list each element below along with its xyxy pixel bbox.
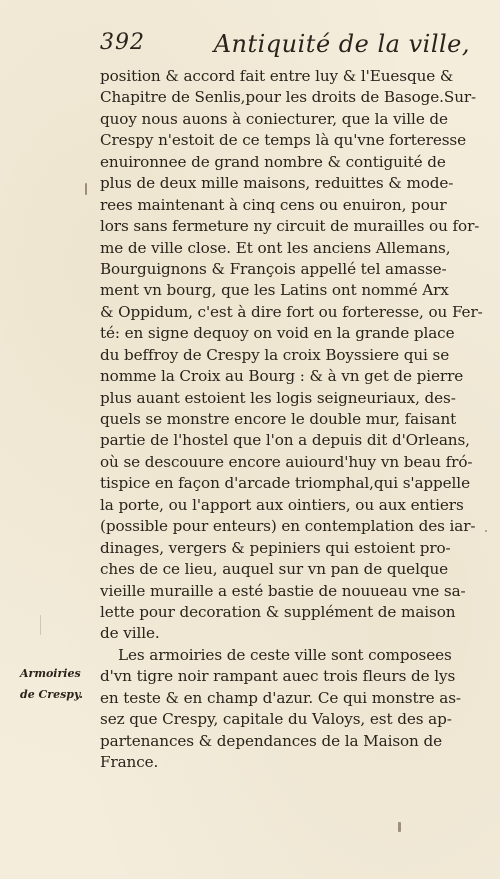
paper-speck [85,183,87,195]
text-line: sez que Crespy, capitale du Valoys, est des ap- [100,710,452,729]
body-text [100,66,488,773]
text-line: ment vn bourg, que les Latins ont nommé Arx [100,281,449,300]
text-line: Les armoiries de ceste ville sont composees [118,645,452,664]
text-line: me de ville close. Et ont les anciens Allemans, [100,238,451,257]
text-line: enuironnee de grand nombre & contiguité de [100,152,446,171]
text-line: Crespy n'estoit de ce temps là qu'vne forteresse [100,131,466,150]
text-line: & Oppidum, c'est à dire fort ou forteresse, ou Fer- [100,302,483,321]
text-line: partenances & dependances de la Maison de [100,731,442,750]
paper-speck [398,822,401,832]
text-line: quoy nous auons à coniecturer, que la ville de [100,109,448,128]
text-line: rees maintenant à cinq cens ou enuiron, pour [100,195,447,214]
text-line: vieille muraille a esté bastie de nouueau vne sa- [100,581,466,600]
text-line: lors sans fermeture ny circuit de murailles ou for- [100,217,480,236]
text-line: lette pour decoration & supplément de maison [100,602,456,621]
text-line: quels se monstre encore le double mur, faisant [100,410,457,428]
text-line: ches de ce lieu, auquel sur vn pan de quelque [100,560,449,579]
text-line: tispice en façon d'arcade triomphal,qui s'appelle [100,474,470,493]
margin-note-line: Armoiries [20,667,81,680]
text-line: nomme la Croix au Bourg : & à vn get de pierre [100,367,464,386]
running-title: Antiquité de la ville, [213,30,470,58]
text-line: de ville. [100,624,160,643]
text-line: plus de deux mille maisons, reduittes & mode- [100,174,454,193]
paper-speck [485,530,487,532]
text-line: position & accord fait entre luy & l'Euesque & [100,67,454,85]
text-line: du beffroy de Crespy la croix Boyssiere qui se [100,345,450,364]
text-line: té: en signe dequoy on void en la grande place [100,324,455,343]
page-number: 392 [100,30,145,55]
text-line: Bourguignons & François appellé tel amasse- [100,259,447,278]
text-line: d'vn tigre noir rampant auec trois fleurs de lys [100,667,456,686]
margin-note-line: de Crespy. [20,688,83,702]
text-line: Chapitre de Senlis,pour les droits de Basoge.Sur- [100,88,477,107]
text-line: (possible pour enteurs) en contemplation des iar- [100,517,476,536]
text-line: dinages, vergers & pepiniers qui estoient pro- [100,538,451,557]
text-line: où se descouure encore auiourd'huy vn beau fró- [100,452,473,471]
text-line: France. [100,753,159,771]
page-header [100,30,480,64]
margin-note [20,663,100,706]
text-line: plus auant estoient les logis seigneuriaux, des- [100,388,456,407]
paper-speck [40,615,41,635]
text-line: partie de l'hostel que l'on a depuis dit d'Orleans, [100,431,470,450]
text-line: en teste & en champ d'azur. Ce qui monstre as- [100,688,461,707]
text-line: la porte, ou l'apport aux ointiers, ou aux entiers [100,495,464,514]
